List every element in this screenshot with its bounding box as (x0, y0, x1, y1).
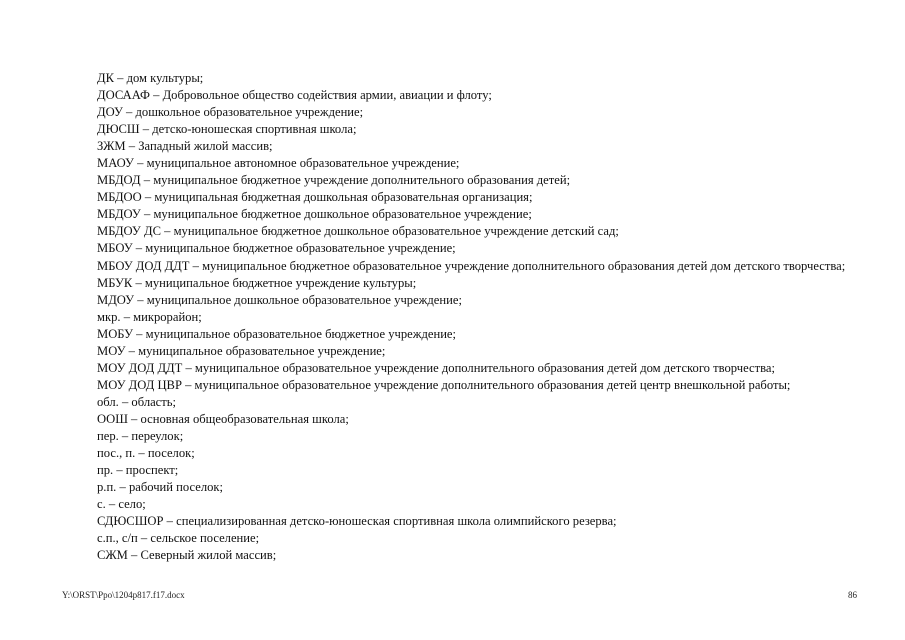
abbreviation-entry (62, 258, 858, 275)
abbreviation-meaning: муниципальное бюджетное дошкольное образовательное учреждение детский сад; (173, 224, 619, 239)
abbreviation-meaning: муниципальное бюджетное образовательное учреждение; (145, 241, 456, 256)
abbreviation-separator: – (132, 275, 145, 290)
abbreviation-meaning: муниципальная бюджетная дошкольная образовательная организация; (154, 190, 533, 205)
abbreviation-meaning: микрорайон; (133, 309, 202, 324)
abbreviation-separator: – (181, 377, 195, 392)
abbreviation-term: СДЮСШОР (97, 514, 164, 529)
abbreviation-separator: – (189, 258, 203, 273)
abbreviation-term: ДК (97, 71, 114, 85)
abbreviation-term: МБДОО (97, 190, 142, 205)
abbreviation-term: МОУ ДОД ЦВР (97, 377, 182, 392)
abbreviation-meaning: село; (118, 497, 146, 512)
abbreviation-entry (62, 275, 858, 292)
abbreviation-term: ООШ (97, 411, 128, 426)
abbreviation-list (62, 70, 858, 564)
abbreviation-separator: – (133, 326, 146, 341)
abbreviation-meaning: муниципальное дошкольное образовательное учреждение; (146, 292, 462, 307)
abbreviation-entry (62, 513, 858, 530)
abbreviation-meaning: муниципальное образовательное бюджетное учреждение; (145, 326, 457, 341)
abbreviation-term: пер. (97, 428, 119, 443)
abbreviation-entry (62, 240, 858, 257)
abbreviation-meaning: дошкольное образовательное учреждение; (135, 105, 364, 120)
abbreviation-separator: – (134, 292, 147, 307)
abbreviation-entry (62, 172, 858, 189)
abbreviation-term: МБОУ ДОД ДДТ (97, 258, 190, 273)
abbreviation-entry (62, 462, 858, 479)
abbreviation-meaning: муниципальное бюджетное учреждение дополнительного образования детей; (153, 173, 571, 188)
abbreviation-meaning: муниципальное автономное образовательное учреждение; (146, 156, 460, 171)
abbreviation-meaning: Добровольное общество содействия армии, авиации и флоту; (162, 88, 492, 103)
abbreviation-separator: – (127, 548, 141, 563)
abbreviation-term: МБДОУ (97, 207, 141, 222)
abbreviation-term: мкр. (97, 309, 121, 324)
abbreviation-entry (62, 155, 858, 172)
abbreviation-separator: – (116, 480, 129, 495)
abbreviation-separator: – (122, 105, 136, 120)
abbreviation-entry (62, 189, 858, 206)
abbreviation-separator: – (125, 343, 139, 358)
abbreviation-meaning: дом культуры; (126, 71, 204, 85)
abbreviation-entry (62, 206, 858, 223)
abbreviation-term: МБУК (97, 275, 133, 290)
abbreviation-separator: – (120, 309, 134, 324)
abbreviation-term: ЗЖМ (97, 139, 126, 154)
abbreviation-entry (62, 70, 858, 87)
abbreviation-term: МБОУ (97, 241, 133, 256)
abbreviation-separator: – (160, 224, 174, 239)
abbreviation-entry (62, 445, 858, 462)
abbreviation-term: р.п. (97, 480, 117, 495)
abbreviation-term: МДОУ (97, 292, 135, 307)
abbreviation-separator: – (163, 514, 177, 529)
abbreviation-entry (62, 530, 858, 547)
abbreviation-term: ДЮСШ (97, 122, 140, 137)
abbreviation-term: МБДОД (97, 173, 141, 188)
abbreviation-entry (62, 121, 858, 138)
footer-page-number: 86 (848, 590, 857, 600)
abbreviation-meaning: муниципальное образовательное учреждение дополнительного образования детей центр внешкольной работы; (194, 377, 791, 392)
abbreviation-entry (62, 394, 858, 411)
abbreviation-entry (62, 223, 858, 240)
abbreviation-separator: – (140, 173, 154, 188)
abbreviation-entry (62, 377, 858, 394)
abbreviation-term: пр. (97, 463, 114, 478)
abbreviation-entry (62, 309, 858, 326)
abbreviation-term: обл. (97, 394, 119, 409)
abbreviation-meaning: сельское поселение; (150, 531, 260, 546)
abbreviation-entry (62, 326, 858, 343)
abbreviation-term: МАОУ (97, 156, 134, 171)
abbreviation-separator: – (140, 207, 154, 222)
abbreviation-meaning: муниципальное образовательное учреждение; (138, 343, 386, 358)
abbreviation-separator: – (137, 531, 151, 546)
abbreviation-separator: – (113, 463, 126, 478)
abbreviation-separator: – (133, 156, 147, 171)
abbreviation-entry (62, 411, 858, 428)
abbreviation-entry (62, 104, 858, 121)
abbreviation-meaning: муниципальное бюджетное дошкольное образовательное учреждение; (153, 207, 532, 222)
abbreviation-entry (62, 428, 858, 445)
abbreviation-meaning: специализированная детско-юношеская спортивная школа олимпийского резерва; (176, 514, 617, 529)
abbreviation-entry (62, 360, 858, 377)
abbreviation-entry (62, 138, 858, 155)
abbreviation-term: ДОСААФ (97, 88, 150, 103)
abbreviation-separator: – (118, 394, 132, 409)
abbreviation-meaning: рабочий поселок; (128, 480, 224, 495)
abbreviation-meaning: область; (131, 394, 177, 409)
abbreviation-meaning: поселок; (147, 446, 195, 461)
abbreviation-term: ДОУ (97, 105, 123, 120)
abbreviation-separator: – (149, 88, 163, 103)
abbreviation-separator: – (118, 428, 132, 443)
abbreviation-meaning: проспект; (125, 463, 179, 478)
abbreviation-term: МБДОУ ДС (97, 224, 161, 239)
abbreviation-term: СЖМ (97, 548, 128, 563)
footer-file-path: Y:\ORST\Ppo\1204p817.f17.docx (62, 590, 185, 600)
abbreviation-meaning: Северный жилой массив; (140, 548, 277, 563)
abbreviation-entry (62, 479, 858, 496)
abbreviation-meaning: Западный жилой массив; (138, 139, 273, 154)
abbreviation-separator: – (141, 190, 155, 205)
abbreviation-separator: – (125, 139, 139, 154)
abbreviation-term: МОБУ (97, 326, 133, 341)
abbreviation-separator: – (135, 446, 148, 461)
abbreviation-term: МОУ ДОД ДДТ (97, 360, 183, 375)
abbreviation-separator: – (127, 411, 141, 426)
abbreviation-term: с. (97, 497, 106, 512)
abbreviation-separator: – (139, 122, 153, 137)
abbreviation-entry (62, 292, 858, 309)
abbreviation-term: с.п., с/п (97, 531, 138, 546)
abbreviation-meaning: муниципальное образовательное учреждение дополнительного образования детей дом детского творчества; (194, 360, 775, 375)
abbreviation-meaning: детско-юношеская спортивная школа; (152, 122, 357, 137)
abbreviation-separator: – (132, 241, 146, 256)
abbreviation-meaning: муниципальное бюджетное образовательное учреждение дополнительного образования детей дом детского творчества; (202, 258, 846, 273)
abbreviation-meaning: переулок; (131, 428, 184, 443)
abbreviation-entry (62, 547, 858, 564)
abbreviation-separator: – (114, 71, 127, 85)
abbreviation-meaning: основная общеобразовательная школа; (140, 411, 349, 426)
abbreviation-entry (62, 343, 858, 360)
abbreviation-separator: – (105, 497, 119, 512)
abbreviation-separator: – (182, 360, 195, 375)
abbreviation-meaning: муниципальное бюджетное учреждение культуры; (144, 275, 417, 290)
abbreviation-entry (62, 87, 858, 104)
abbreviation-term: МОУ (97, 343, 126, 358)
abbreviation-entry (62, 496, 858, 513)
abbreviation-term: пос., п. (97, 446, 136, 461)
